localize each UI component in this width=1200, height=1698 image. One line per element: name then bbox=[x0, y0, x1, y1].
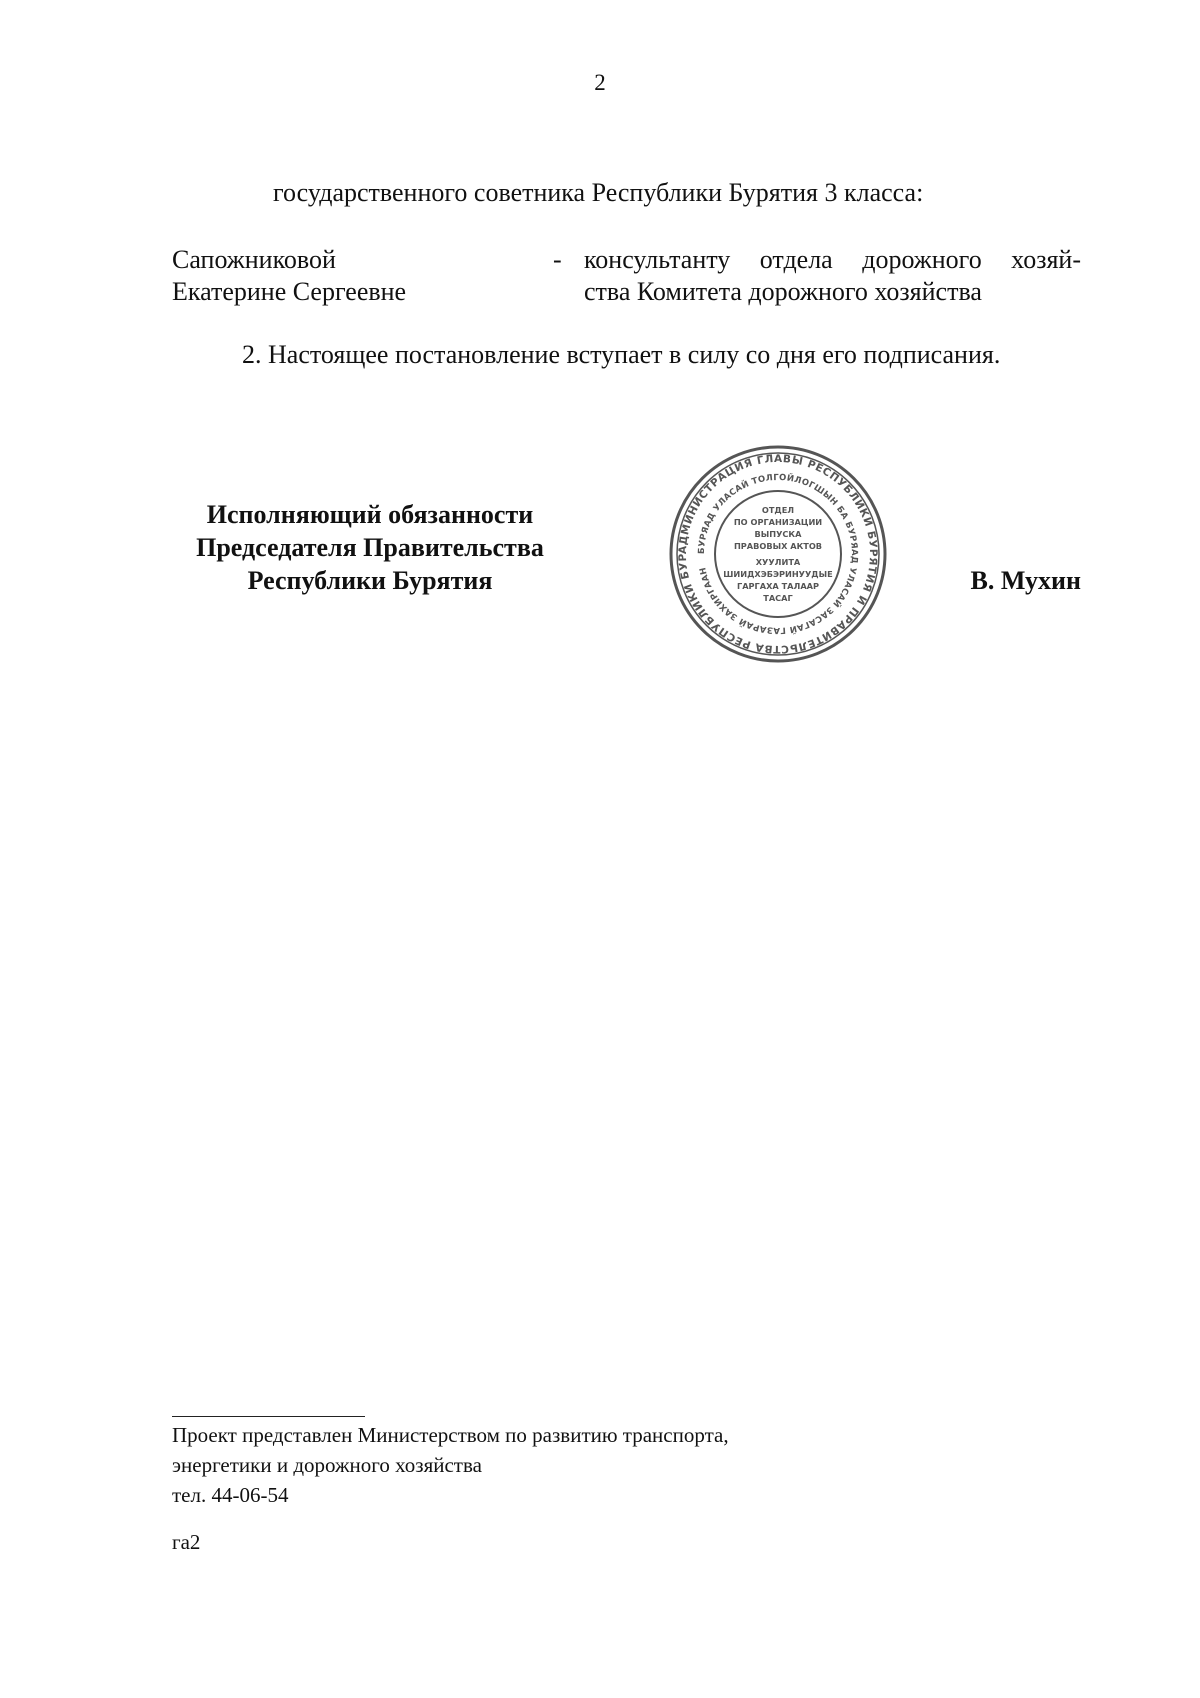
signatory-title bbox=[160, 498, 580, 597]
appointee-given-names: Екатерине Сергеевне bbox=[172, 277, 407, 306]
file-code: га2 bbox=[172, 1530, 201, 1554]
footnote-line1: Проект представлен Министерством по развитию транспорта, bbox=[172, 1423, 729, 1447]
footnote-line2: энергетики и дорожного хозяйства bbox=[172, 1453, 482, 1477]
signatory-title-line1: Исполняющий обязанности bbox=[206, 500, 534, 529]
appointee-position-line2: ства Комитета дорожного хозяйства bbox=[584, 277, 982, 306]
appointee-position-line1: консультанту отдела дорожного хозяй- bbox=[584, 245, 1081, 274]
seal-center-line4: ПРАВОВЫХ АКТОВ bbox=[733, 541, 823, 551]
appointee-position bbox=[584, 244, 1081, 308]
appointee-name bbox=[172, 244, 406, 308]
seal-graphic bbox=[666, 442, 890, 666]
footnote bbox=[172, 1420, 729, 1510]
signatory-title-line3: Республики Бурятия bbox=[247, 566, 493, 595]
footnote-divider bbox=[172, 1416, 365, 1417]
rank-heading: государственного советника Республики Бурятия 3 класса: bbox=[273, 178, 924, 207]
appointee-surname: Сапожниковой bbox=[172, 245, 336, 274]
seal-center-line1: ОТДЕЛ bbox=[761, 505, 795, 515]
clause-2: 2. Настоящее постановление вступает в силу со дня его подписания. bbox=[242, 340, 1001, 369]
seal-center-line3: ВЫПУСКА bbox=[754, 529, 802, 539]
appointee-dash: - bbox=[553, 245, 562, 274]
seal-inner-ring-text: БУРЯАД УЛАСАЙ ТОЛГОЙЛОГШЫН БА БУРЯАД УЛАСАЙ ЗАСАГАЙ ГАЗАРАЙ ЗАХИРГААН bbox=[696, 472, 860, 636]
footnote-line3: тел. 44-06-54 bbox=[172, 1483, 289, 1507]
page-number: 2 bbox=[594, 70, 606, 95]
signatory-name: В. Мухин bbox=[970, 566, 1081, 595]
official-seal bbox=[666, 442, 890, 666]
signatory-title-line2: Председателя Правительства bbox=[196, 533, 544, 562]
seal-center-line6: ШИИДХЭБЭРИНУУДЫЕ bbox=[723, 569, 833, 579]
seal-center-line7: ГАРГАХА ТАЛААР bbox=[736, 581, 820, 591]
seal-center-line8: ТАСАГ bbox=[763, 593, 793, 603]
seal-center-line5: ХУУЛИТА bbox=[755, 557, 801, 567]
seal-outer-ring-text: АДМИНИСТРАЦИЯ ГЛАВЫ РЕСПУБЛИКИ БУРЯТИЯ И ПРАВИТЕЛЬСТВА РЕСПУБЛИКИ БУР bbox=[676, 452, 880, 656]
seal-center-line2: ПО ОРГАНИЗАЦИИ bbox=[733, 517, 823, 527]
